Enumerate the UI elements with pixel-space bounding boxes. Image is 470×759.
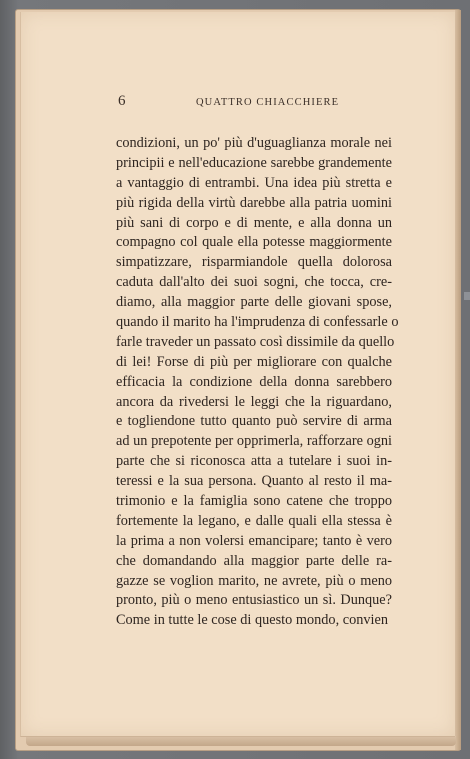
text-line: condizioni, un po' più d'uguaglianza morale nei xyxy=(116,135,392,151)
text-line: parte che si riconosca atta a tutelare i suoi in- xyxy=(116,453,392,470)
page-edges-bottom xyxy=(26,736,456,746)
text-line: ancora da rivedersi le leggi che la riguardano, xyxy=(116,393,392,410)
text-line: trimonio e la famiglia sono catene che troppo xyxy=(116,493,392,510)
page-number: 6 xyxy=(118,93,126,109)
text-line: che domandando alla maggior parte delle ra- xyxy=(116,552,392,569)
text-line: Come in tutte le cose di questo mondo, convien xyxy=(116,612,388,629)
text-line: di lei! Forse di più per migliorare con qualche xyxy=(116,353,392,370)
scan-margin-mark xyxy=(464,292,470,300)
text-line: gazze se voglion marito, ne avrete, più o meno xyxy=(116,572,392,589)
text-line: e togliendone tutto quanto può servire di arma xyxy=(116,413,392,430)
text-line: la prima a non volersi emancipare; tanto è vero xyxy=(116,532,392,549)
page-edges-right xyxy=(455,10,461,750)
text-line: più rigida della virtù darebbe alla patria uomini xyxy=(116,194,392,211)
text-line: a vantaggio di entrambi. Una idea più stretta e xyxy=(116,174,392,191)
text-line: compagno col quale ella potesse maggiormente xyxy=(116,234,392,251)
text-line: più sani di corpo e di mente, e alla donna un xyxy=(116,214,392,231)
text-line: caduta dall'alto dei suoi sogni, che tocca, cre- xyxy=(116,274,392,291)
text-line: quando il marito ha l'imprudenza di confessarle o xyxy=(116,314,399,331)
text-line: simpatizzare, risparmiandole quella dolorosa xyxy=(116,254,392,271)
text-line: teressi e la sua persona. Quanto al resto il ma- xyxy=(116,473,392,490)
text-line: pronto, più o meno entusiastico un sì. Dunque? xyxy=(116,592,392,609)
running-title: QUATTRO CHIACCHIERE xyxy=(196,97,340,108)
text-line: ad un prepotente per opprimerla, rafforzare ogni xyxy=(116,433,392,450)
text-line: farle traveder un passato così dissimile da quello xyxy=(116,333,395,350)
text-line: efficacia la condizione della donna sarebbero xyxy=(116,373,392,390)
text-line: diamo, alla maggior parte delle giovani spose, xyxy=(116,294,392,311)
text-line: principii e nell'educazione sarebbe grandemente xyxy=(116,154,392,171)
body-text xyxy=(116,134,399,631)
text-line: fortemente la legano, e dalle quali ella stessa è xyxy=(116,512,392,529)
